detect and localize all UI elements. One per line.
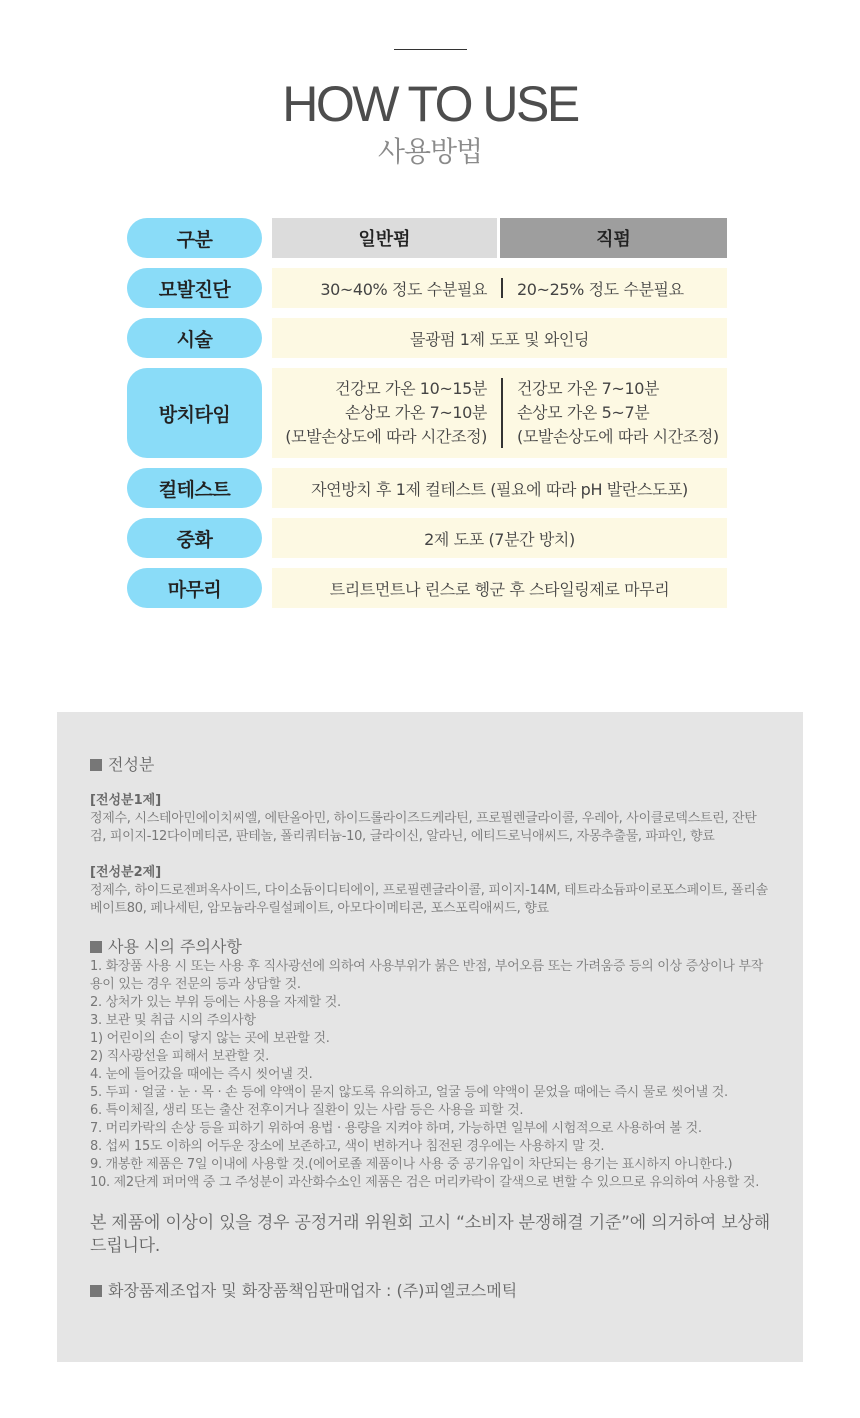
value-line: 건강모 가온 10~15분 bbox=[335, 379, 487, 398]
row-label: 마무리 bbox=[127, 568, 262, 608]
normal-perm-value bbox=[272, 377, 501, 449]
bullet-square-icon bbox=[90, 941, 102, 953]
manufacturer-line bbox=[90, 1280, 770, 1302]
caution-item: 3. 보관 및 취급 시의 주의사항 bbox=[90, 1013, 256, 1028]
row-value: 물광펌 1제 도포 및 와인딩 bbox=[272, 318, 727, 358]
value-line: (모발손상도에 따라 시간조정) bbox=[285, 427, 487, 446]
row-label: 방치타임 bbox=[127, 368, 262, 458]
value-line: (모발손상도에 따라 시간조정) bbox=[517, 427, 719, 446]
value-line: 손상모 가온 7~10분 bbox=[344, 403, 487, 422]
product-info-box bbox=[57, 712, 803, 1362]
manufacturer-text: 화장품제조업자 및 화장품책임판매업자 : (주)피엘코스메틱 bbox=[108, 1281, 518, 1300]
agent1-heading: [전성분1제] bbox=[90, 793, 162, 808]
caution-list bbox=[90, 958, 770, 1192]
caution-item: 7. 머리카락의 손상 등을 피하기 위하여 용법 · 용량을 지켜야 하며, 가능하면 일부에 시험적으로 사용하여 볼 것. bbox=[90, 1121, 702, 1136]
caution-item: 8. 섭씨 15도 이하의 어두운 장소에 보존하고, 색이 변하거나 침전된 경우에는 사용하지 말 것. bbox=[90, 1139, 605, 1154]
digital-perm-value bbox=[503, 377, 727, 449]
column-header-digital-perm: 직펌 bbox=[500, 218, 727, 258]
table-row bbox=[127, 368, 727, 458]
ingredients-heading-text: 전성분 bbox=[108, 755, 155, 774]
value-line: 건강모 가온 7~10분 bbox=[517, 379, 660, 398]
normal-perm-value: 30~40% 정도 수분필요 bbox=[320, 279, 487, 299]
row-label: 중화 bbox=[127, 518, 262, 558]
row-value: 트리트먼트나 린스로 헹군 후 스타일링제로 마무리 bbox=[272, 568, 727, 608]
bullet-square-icon bbox=[90, 1285, 102, 1297]
table-row bbox=[127, 518, 727, 558]
row-label: 시술 bbox=[127, 318, 262, 358]
page-subtitle: 사용방법 bbox=[377, 135, 483, 168]
value-line: 손상모 가온 5~7분 bbox=[517, 403, 650, 422]
caution-item: 5. 두피 · 얼굴 · 눈 · 목 · 손 등에 약액이 묻지 않도록 유의하고, 얼굴 등에 약액이 묻었을 때에는 즉시 물로 씻어낼 것. bbox=[90, 1085, 728, 1100]
caution-heading-text: 사용 시의 주의사항 bbox=[108, 937, 242, 956]
caution-item: 2. 상처가 있는 부위 등에는 사용을 자제할 것. bbox=[90, 995, 341, 1010]
usage-table bbox=[127, 218, 727, 618]
row-value: 자연방치 후 1제 컬테스트 (필요에 따라 pH 발란스도포) bbox=[272, 468, 727, 508]
caution-item: 1) 어린이의 손이 닿지 않는 곳에 보관할 것. bbox=[90, 1031, 330, 1046]
caution-item: 6. 특이체질, 생리 또는 출산 전후이거나 질환이 있는 사람 등은 사용을 피할 것. bbox=[90, 1103, 524, 1118]
title-divider bbox=[394, 49, 467, 50]
bullet-square-icon bbox=[90, 759, 102, 771]
table-row bbox=[127, 268, 727, 308]
table-row bbox=[127, 568, 727, 608]
row-label: 모발진단 bbox=[127, 268, 262, 308]
agent2-ingredients: 정제수, 하이드로젠퍼옥사이드, 다이소듐이디티에이, 프로필렌글라이콜, 피이지-14M, 테트라소듐파이로포스페이트, 폴리솔베이트80, 페나세틴, 암모늄라우릴설페이트, 아모다이메티콘, 포스포릭애씨드, 향료 bbox=[90, 883, 768, 916]
caution-item: 1. 화장품 사용 시 또는 사용 후 직사광선에 의하여 사용부위가 붉은 반점, 부어오름 또는 가려움증 등의 이상 증상이나 부작용이 있는 경우 전문의 등과 상담할 것. bbox=[90, 959, 764, 992]
caution-item: 2) 직사광선을 피해서 보관할 것. bbox=[90, 1049, 270, 1064]
table-header-row bbox=[127, 218, 727, 258]
row-label: 구분 bbox=[127, 218, 262, 258]
page-title: HOW TO USE bbox=[282, 76, 578, 132]
compensation-notice: 본 제품에 이상이 있을 경우 공정거래 위원회 고시 “소비자 분쟁해결 기준”에 의거하여 보상해 드립니다. bbox=[90, 1213, 770, 1256]
caution-item: 10. 제2단계 퍼머액 중 그 주성분이 과산화수소인 제품은 검은 머리카락이 갈색으로 변할 수 있으므로 유의하여 사용할 것. bbox=[90, 1175, 760, 1190]
row-label: 컬테스트 bbox=[127, 468, 262, 508]
row-value bbox=[272, 268, 727, 308]
table-row bbox=[127, 468, 727, 508]
caution-heading bbox=[90, 936, 770, 958]
digital-perm-value: 20~25% 정도 수분필요 bbox=[517, 279, 684, 299]
caution-item: 9. 개봉한 제품은 7일 이내에 사용할 것.(에어로졸 제품이나 사용 중 공기유입이 차단되는 용기는 표시하지 아니한다.) bbox=[90, 1157, 733, 1172]
table-row bbox=[127, 318, 727, 358]
row-value bbox=[272, 368, 727, 458]
column-header-normal-perm: 일반펌 bbox=[272, 218, 497, 258]
agent1-ingredients: 정제수, 시스테아민에이치씨엘, 에탄올아민, 하이드롤라이즈드케라틴, 프로필렌글라이콜, 우레아, 사이클로덱스트린, 잔탄검, 피이지-12다이메티콘, 판테놀, 폴리쿼터늄-10, 글라이신, 알라닌, 에티드로닉애씨드, 자몽추출물, 파파인, 향료 bbox=[90, 811, 757, 844]
agent2-heading: [전성분2제] bbox=[90, 865, 162, 880]
caution-item: 4. 눈에 들어갔을 때에는 즉시 씻어낼 것. bbox=[90, 1067, 313, 1082]
row-value: 2제 도포 (7분간 방치) bbox=[272, 518, 727, 558]
ingredients-heading bbox=[90, 754, 770, 776]
